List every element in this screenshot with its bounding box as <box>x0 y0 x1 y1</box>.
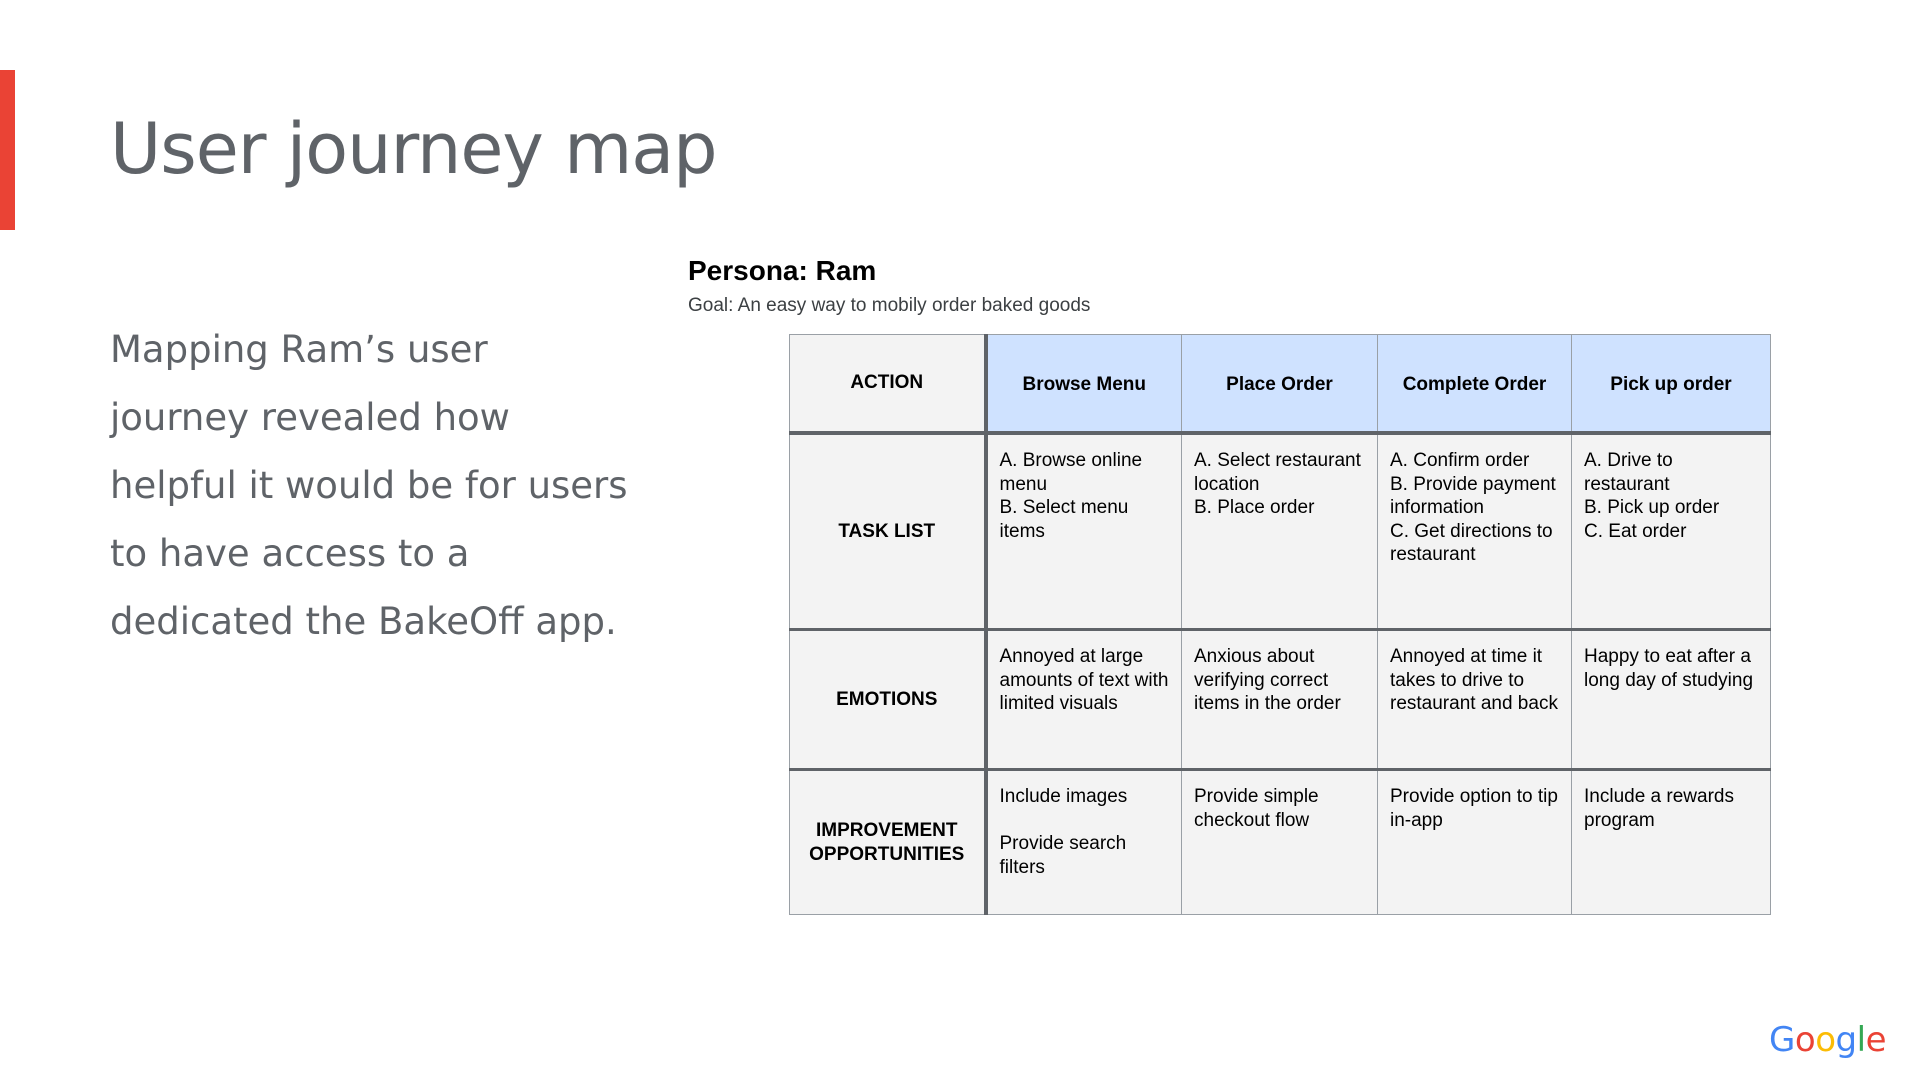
slide-title: User journey map <box>110 108 717 190</box>
table-cell <box>986 630 1182 770</box>
google-logo-letter: e <box>1865 1020 1886 1060</box>
cell-text-line: C. Eat order <box>1584 520 1687 542</box>
table-cell <box>1378 770 1572 915</box>
google-logo <box>1769 1020 1886 1060</box>
google-logo-letter: o <box>1794 1020 1816 1060</box>
table-cell <box>1378 630 1572 770</box>
persona-title: Persona: Ram <box>688 255 877 286</box>
row-header: IMPROVEMENT OPPORTUNITIES <box>790 770 986 915</box>
table-cell <box>1572 433 1771 630</box>
accent-bar <box>0 70 15 230</box>
google-logo-letter: l <box>1856 1020 1866 1060</box>
table-corner-cell: ACTION <box>790 335 986 434</box>
cell-text-line: Provide option to tip in-app <box>1390 786 1564 831</box>
cell-text-line: A. Drive to restaurant <box>1584 450 1678 495</box>
column-header: Place Order <box>1182 335 1378 434</box>
cell-text-line: B. Pick up order <box>1584 497 1720 518</box>
cell-text-line: Include images <box>999 786 1128 807</box>
slide-body-text: Mapping Ram’s user journey revealed how helpful it would be for users to have access to a dedicated the BakeOff app. <box>110 328 628 643</box>
cell-text-line: Anxious about verifying correct items in the order <box>1194 646 1341 714</box>
cell-spacer <box>1000 809 1170 833</box>
google-logo-letter: o <box>1815 1020 1836 1060</box>
cell-text-line: Provide search filters <box>999 833 1132 878</box>
cell-text-line: Annoyed at time it takes to drive to restaurant and back <box>1390 646 1558 714</box>
table-header-row <box>790 335 1771 434</box>
cell-text-line: B. Select menu items <box>999 497 1134 542</box>
cell-text-line: Happy to eat after a long day of studying <box>1584 646 1757 691</box>
table-cell <box>1572 630 1771 770</box>
table-cell <box>1378 433 1572 630</box>
row-header: EMOTIONS <box>790 630 986 770</box>
table-row <box>790 630 1771 770</box>
cell-text-line: Annoyed at large amounts of text with limited visuals <box>999 646 1174 714</box>
journey-map-table <box>789 334 1771 915</box>
column-header: Pick up order <box>1572 335 1771 434</box>
cell-text-line: A. Select restaurant location <box>1194 450 1367 495</box>
table-cell <box>1572 770 1771 915</box>
table-cell <box>1182 770 1378 915</box>
table-cell <box>986 433 1182 630</box>
persona-goal: Goal: An easy way to mobily order baked goods <box>688 295 1091 316</box>
cell-text-line: Include a rewards program <box>1584 786 1740 831</box>
row-header: TASK LIST <box>790 433 986 630</box>
cell-text-line: B. Provide payment information <box>1390 473 1562 518</box>
table-cell <box>1182 630 1378 770</box>
column-header: Complete Order <box>1378 335 1572 434</box>
google-logo-letter: G <box>1769 1020 1795 1060</box>
cell-text-line: A. Browse online menu <box>999 450 1148 495</box>
cell-text-line: A. Confirm order <box>1390 450 1530 471</box>
cell-text-line: B. Place order <box>1194 497 1315 518</box>
column-header: Browse Menu <box>986 335 1182 434</box>
cell-text-line: C. Get directions to restaurant <box>1390 520 1558 565</box>
table-cell <box>986 770 1182 915</box>
table-row <box>790 770 1771 915</box>
table-row <box>790 433 1771 630</box>
google-logo-letter: g <box>1835 1020 1857 1060</box>
table-cell <box>1182 433 1378 630</box>
cell-text-line: Provide simple checkout flow <box>1194 786 1324 831</box>
